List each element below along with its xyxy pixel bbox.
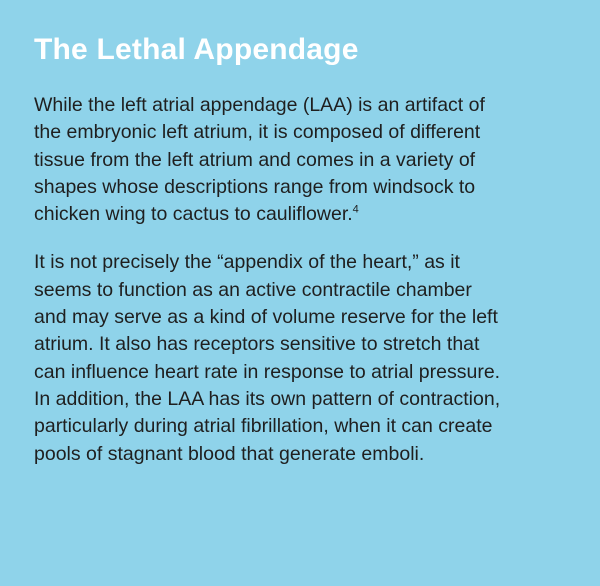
paragraph-2-line: seems to function as an active contractile chamber [34,278,472,301]
paragraph-1 [34,92,570,228]
box-title: The Lethal Appendage [34,33,359,66]
paragraph-1-line: chicken wing to cactus to cauliflower. [34,203,353,226]
paragraph-2-line: particularly during atrial fibrillation, when it can create [34,415,493,438]
paragraph-2-line: In addition, the LAA has its own pattern of contraction, [34,387,501,410]
paragraph-2-line: pools of stagnant blood that generate emboli. [34,442,425,465]
paragraph-2-line: and may serve as a kind of volume reserve for the left [34,306,498,329]
footnote-reference: 4 [352,203,359,216]
paragraph-1-last-line [34,201,570,228]
paragraph-2-line: can influence heart rate in response to atrial pressure. [34,360,501,383]
paragraph-2-line: atrium. It also has receptors sensitive to stretch that [34,333,480,356]
paragraph-2 [34,249,570,467]
paragraph-1-line: While the left atrial appendage (LAA) is an artifact of [34,94,485,116]
paragraph-1-line: shapes whose descriptions range from windsock to [34,175,476,198]
paragraph-1-line: the embryonic left atrium, it is composed of different [34,121,481,144]
paragraph-2-line: It is not precisely the “appendix of the heart,” as it [34,251,460,274]
paragraph-1-line: tissue from the left atrium and comes in a variety of [34,148,476,171]
